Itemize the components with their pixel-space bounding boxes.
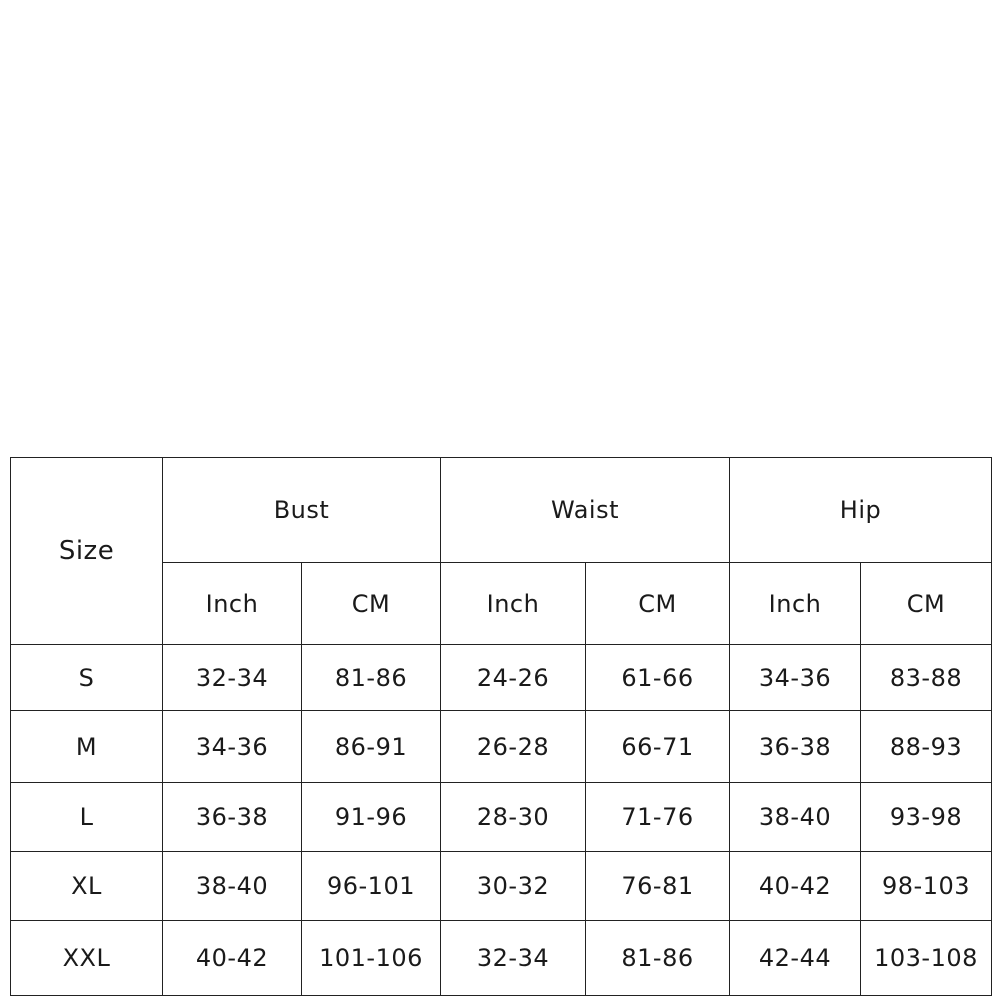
hip-inch-cell: 34-36 bbox=[730, 645, 861, 711]
hip-group-header: Hip bbox=[730, 458, 992, 563]
bust-inch-header: Inch bbox=[163, 563, 302, 645]
waist-cm-cell: 66-71 bbox=[586, 711, 730, 783]
waist-cm-cell: 71-76 bbox=[586, 783, 730, 852]
size-cell: M bbox=[11, 711, 163, 783]
bust-cm-cell: 86-91 bbox=[302, 711, 441, 783]
size-cell: S bbox=[11, 645, 163, 711]
waist-inch-cell: 30-32 bbox=[441, 852, 586, 921]
hip-cm-cell: 93-98 bbox=[861, 783, 992, 852]
bust-cm-cell: 91-96 bbox=[302, 783, 441, 852]
table-row-s bbox=[11, 645, 992, 711]
waist-group-header: Waist bbox=[441, 458, 730, 563]
bust-cm-cell: 101-106 bbox=[302, 921, 441, 996]
hip-inch-cell: 36-38 bbox=[730, 711, 861, 783]
bust-cm-cell: 81-86 bbox=[302, 645, 441, 711]
bust-group-header: Bust bbox=[163, 458, 441, 563]
bust-inch-cell: 38-40 bbox=[163, 852, 302, 921]
hip-cm-cell: 98-103 bbox=[861, 852, 992, 921]
group-header-row bbox=[11, 458, 992, 563]
waist-inch-cell: 26-28 bbox=[441, 711, 586, 783]
table-row-l bbox=[11, 783, 992, 852]
bust-inch-cell: 36-38 bbox=[163, 783, 302, 852]
waist-cm-cell: 76-81 bbox=[586, 852, 730, 921]
waist-inch-header: Inch bbox=[441, 563, 586, 645]
hip-inch-cell: 40-42 bbox=[730, 852, 861, 921]
hip-cm-cell: 88-93 bbox=[861, 711, 992, 783]
hip-cm-cell: 83-88 bbox=[861, 645, 992, 711]
size-cell: XL bbox=[11, 852, 163, 921]
bust-cm-cell: 96-101 bbox=[302, 852, 441, 921]
bust-inch-cell: 40-42 bbox=[163, 921, 302, 996]
hip-cm-header: CM bbox=[861, 563, 992, 645]
bust-inch-cell: 34-36 bbox=[163, 711, 302, 783]
size-column-header: Size bbox=[11, 458, 163, 645]
hip-inch-header: Inch bbox=[730, 563, 861, 645]
waist-cm-header: CM bbox=[586, 563, 730, 645]
waist-inch-cell: 32-34 bbox=[441, 921, 586, 996]
table-row-xl bbox=[11, 852, 992, 921]
size-cell: L bbox=[11, 783, 163, 852]
table-row-xxl bbox=[11, 921, 992, 996]
size-cell: XXL bbox=[11, 921, 163, 996]
bust-cm-header: CM bbox=[302, 563, 441, 645]
size-chart-table bbox=[10, 457, 992, 996]
waist-cm-cell: 61-66 bbox=[586, 645, 730, 711]
hip-inch-cell: 42-44 bbox=[730, 921, 861, 996]
waist-inch-cell: 24-26 bbox=[441, 645, 586, 711]
table-row-m bbox=[11, 711, 992, 783]
bust-inch-cell: 32-34 bbox=[163, 645, 302, 711]
waist-cm-cell: 81-86 bbox=[586, 921, 730, 996]
hip-inch-cell: 38-40 bbox=[730, 783, 861, 852]
waist-inch-cell: 28-30 bbox=[441, 783, 586, 852]
hip-cm-cell: 103-108 bbox=[861, 921, 992, 996]
